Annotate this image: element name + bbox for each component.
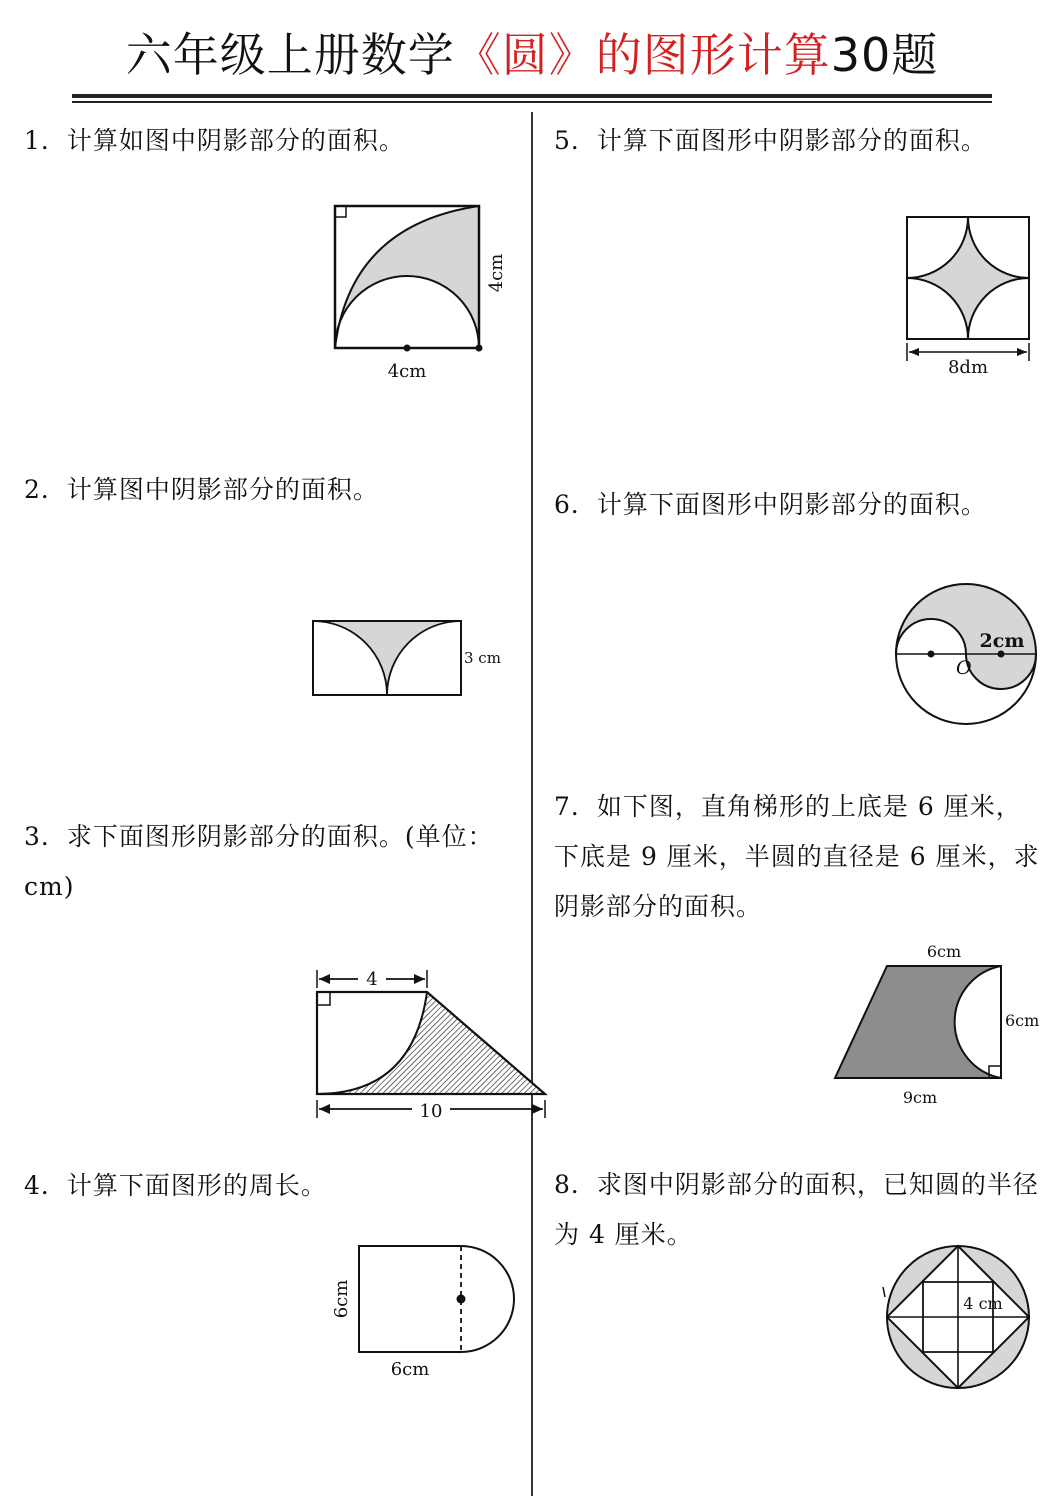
question-6-figure [890,585,1040,730]
question-2-text: 2．计算图中阴影部分的面积。 [24,475,379,504]
question-7-figure [825,935,1050,1110]
q7-top-label: 6cm [926,942,962,961]
question-4-text: 4．计算下面图形的周长。 [24,1171,327,1200]
q3-bottom-label: 10 [419,1101,443,1122]
q4-bottom-label: 6cm [390,1359,430,1380]
question-5-figure [895,205,1045,380]
q6-center-label: O [956,657,972,679]
q8-radius-label: 4 cm [963,1294,1003,1313]
question-6-text: 6．计算下面图形中阴影部分的面积。 [554,490,987,519]
q7-side-label: 6cm [1005,1011,1040,1030]
page-title [0,22,1064,88]
q4-side-label: 6cm [331,1279,352,1319]
question-1-text: 1．计算如图中阴影部分的面积。 [24,126,405,155]
q1-side-label: 4cm [486,253,507,293]
q5-bottom-label: 8dm [947,357,989,378]
q7-bottom-label: 9cm [902,1088,938,1107]
title-rule-thin [72,101,992,103]
question-8-text: 8．求图中阴影部分的面积，已知圆的半径为 4 厘米。 [554,1170,1039,1249]
question-7-text: 7．如下图，直角梯形的上底是 6 厘米，下底是 9 厘米，半圆的直径是 6 厘米，求阴影部分的面积。 [554,792,1040,921]
question-3-text: 3．求下面图形阴影部分的面积。(单位：cm) [24,822,494,901]
question-8-figure [875,1235,1045,1395]
title-part1: 六年级上册数学 [125,28,455,82]
q2-side-label: 3 cm [464,649,501,667]
column-divider [531,112,533,1496]
title-part3: 30题 [830,28,939,82]
q3-top-label: 4 [366,969,378,990]
question-2-figure [300,610,510,700]
question-4-figure [325,1235,525,1390]
q1-bottom-label: 4cm [387,361,427,382]
q6-radius-label: 2cm [979,630,1025,652]
title-rule-thick [72,94,992,98]
question-5-text: 5．计算下面图形中阴影部分的面积。 [554,126,987,155]
question-1-figure [320,195,520,390]
title-part2: 《圆》的图形计算 [454,28,831,82]
question-3-figure [310,962,555,1127]
